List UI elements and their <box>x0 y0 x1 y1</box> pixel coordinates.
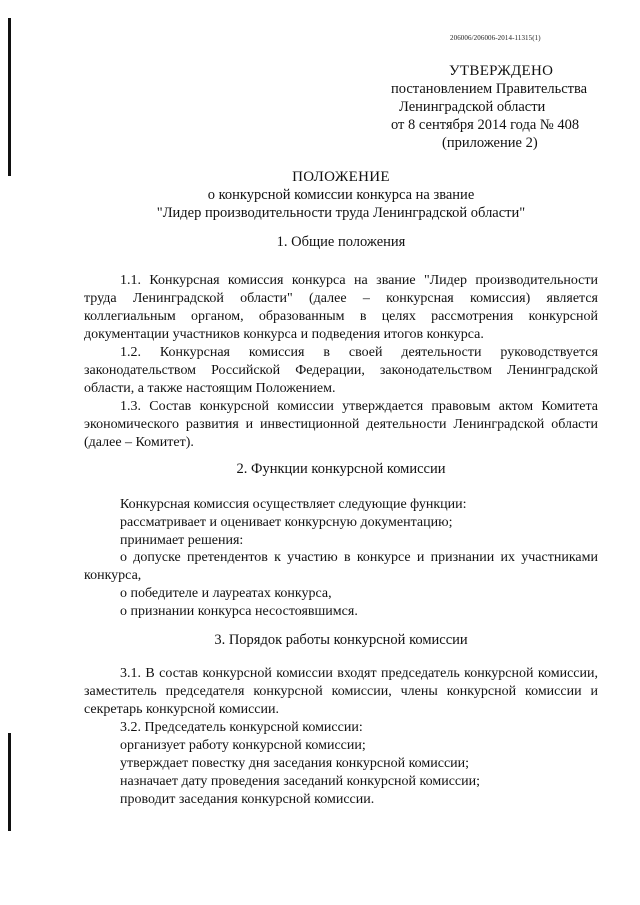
paragraph: 1.1. Конкурсная комиссия конкурса на звание "Лидер производительности труда Ленинградской области" (далее – конкурсная комиссия) является коллегиальным органом, образованным в целях рассмотрения конкурсной документации участников конкурса и подведения итогов конкурса. <box>84 273 598 342</box>
title-subtitle: о конкурсной комиссии конкурса на звание <box>207 187 475 203</box>
approval-line: постановлением Правительства <box>391 81 588 97</box>
scan-edge-mark <box>8 733 11 831</box>
registration-stamp: 206006/206006-2014-11315(1) <box>450 34 541 42</box>
list-item: утверждает повестку дня заседания конкурсной комиссии; <box>120 756 470 771</box>
list-item: организует работу конкурсной комиссии; <box>120 738 366 753</box>
section-heading: 2. Функции конкурсной комиссии <box>236 461 446 477</box>
section-heading: 1. Общие положения <box>276 234 406 250</box>
title-main: ПОЛОЖЕНИЕ <box>292 169 390 185</box>
paragraph: 1.2. Конкурсная комиссия в своей деятельности руководствуется законодательством Российской Федерации, законодательством Ленинградской области, а также настоящим Положением. <box>84 345 598 396</box>
title-subtitle: "Лидер производительности труда Ленинградской области" <box>156 205 526 221</box>
list-item: 3.2. Председатель конкурсной комиссии: <box>120 720 363 735</box>
list-item: рассматривает и оценивает конкурсную документацию; <box>120 515 453 530</box>
document-title <box>84 168 598 222</box>
list-item: назначает дату проведения заседаний конкурсной комиссии; <box>120 774 481 789</box>
section-heading: 3. Порядок работы конкурсной комиссии <box>214 632 468 648</box>
approval-line: Ленинградской области <box>399 99 546 115</box>
list-item: о допуске претендентов к участию в конкурсе и признании их участниками конкурса, <box>84 550 598 583</box>
approval-block <box>391 62 621 152</box>
paragraph: 3.1. В состав конкурсной комиссии входят председатель конкурсной комиссии, заместитель председателя конкурсной комиссии, члены конкурсной комиссии и секретарь конкурсной комиссии. <box>84 666 598 717</box>
paragraph: 1.3. Состав конкурсной комиссии утверждается правовым актом Комитета экономического развития и инвестиционной деятельности Ленинградской области (далее – Комитет). <box>84 399 598 450</box>
list-item: о победителе и лауреатах конкурса, <box>120 586 332 601</box>
list-item: проводит заседания конкурсной комиссии. <box>120 792 375 807</box>
approval-date: от 8 сентября 2014 года № 408 <box>391 117 580 133</box>
approval-title: УТВЕРЖДЕНО <box>449 63 554 79</box>
approval-appendix: (приложение 2) <box>442 135 538 151</box>
scan-edge-mark <box>8 18 11 176</box>
list-item: принимает решения: <box>120 533 244 548</box>
list-item: Конкурсная комиссия осуществляет следующие функции: <box>120 497 467 512</box>
list-item: о признании конкурса несостоявшимся. <box>120 604 358 619</box>
